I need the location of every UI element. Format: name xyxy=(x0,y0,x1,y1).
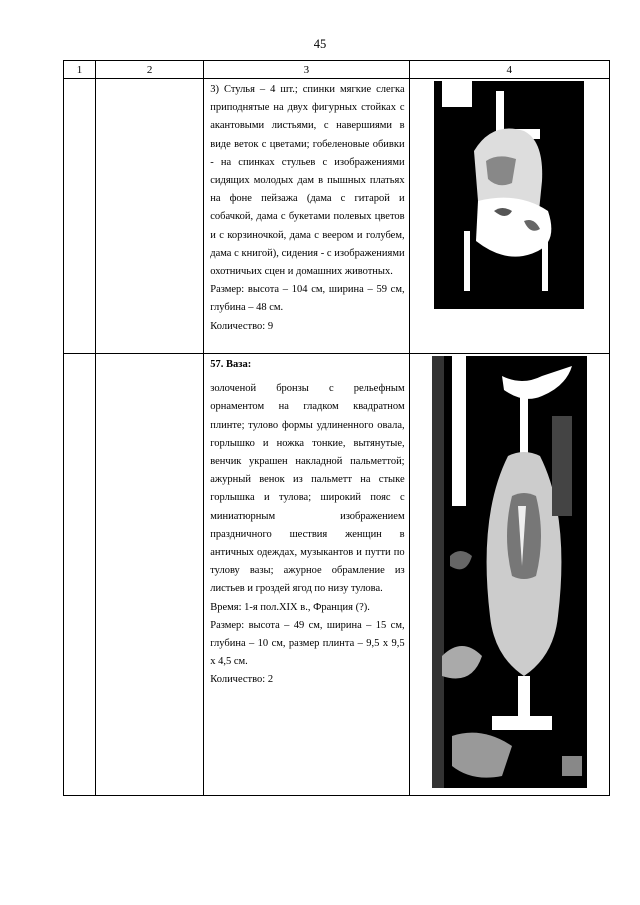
cell-col2 xyxy=(96,79,204,354)
cell-photo xyxy=(409,354,609,796)
item-size: Размер: высота – 104 см, ширина – 59 см, глубина – 48 см. xyxy=(210,284,405,314)
cell-description xyxy=(204,354,409,796)
column-header-1: 1 xyxy=(64,61,96,79)
item-time: Время: 1-я пол.XIX в., Франция (?). xyxy=(210,601,370,613)
cell-description xyxy=(204,79,409,354)
item-size: Размер: высота – 49 см, ширина – 15 см, глубина – 10 см, размер плинта – 9,5 х 9,5 х 4,5 см. xyxy=(210,619,405,668)
cell-col1 xyxy=(64,354,96,796)
column-header-3: 3 xyxy=(204,61,409,79)
table-row xyxy=(64,79,610,354)
chair-photo-icon xyxy=(434,81,584,309)
item-quantity: Количество: 9 xyxy=(210,320,274,332)
inventory-table xyxy=(63,60,610,796)
item-quantity: Количество: 2 xyxy=(210,674,274,686)
column-header-2: 2 xyxy=(96,61,204,79)
page-number: 45 xyxy=(313,37,327,51)
item-description: золоченой бронзы с рельефным орнаментом на гладком квадратном плинте; тулово формы удлиненного овала, горлышко и ножка тонкие, вытянутые, венчик украшен накладной пальметтой; ажурный венок из пальметт на стыке горлышка и тулова; широкий пояс с миниатюрным изображением праздничного шествия женщин в античных одеждах, музыкантов и путти по тулову вазы; ажурное обрамление из листьев и гроздей ягод по низу тулова. xyxy=(210,383,405,595)
header-row xyxy=(64,61,610,79)
vase-photo-icon xyxy=(432,356,587,788)
column-header-4: 4 xyxy=(409,61,609,79)
item-description: 3) Стулья – 4 шт.; спинки мягкие слегка приподнятые на двух фигурных стойках с акантовыми листьями, с навершиями в виде веток с цветами; гобеленовые обивки - на спинках стульев с изображениями сидящих молодых дам в пышных платьях на фоне пейзажа (дама с гитарой и собачкой, дама с букетами полевых цветов и с корзиночкой, дама с веером и голубем, дама с книгой), сидения - с изображениями охотничьих сцен и домашних животных. xyxy=(210,84,405,278)
cell-col1 xyxy=(64,79,96,354)
cell-photo xyxy=(409,79,609,354)
item-title: 57. Ваза: xyxy=(210,359,252,370)
cell-col2 xyxy=(96,354,204,796)
table-row xyxy=(64,354,610,796)
